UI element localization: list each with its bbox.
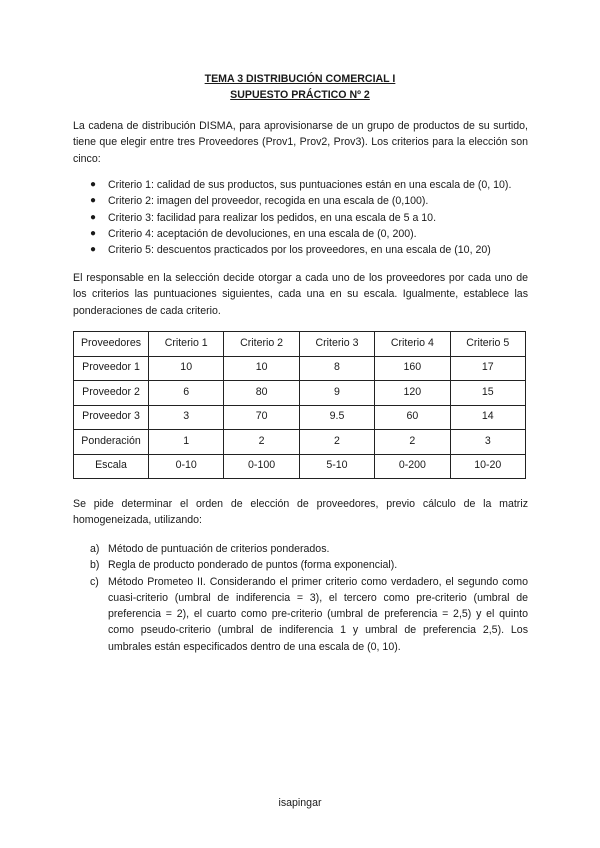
table-cell: 80 (224, 381, 299, 406)
task-marker: a) (90, 543, 100, 555)
title-line-1: TEMA 3 DISTRIBUCIÓN COMERCIAL I (204, 73, 396, 85)
criteria-item (90, 226, 530, 242)
responsible-paragraph: El responsable en la selección decide otorgar a cada uno de los proveedores por cada uno de los criterios las puntuaciones siguientes, cada una en su escala. Igualmente, establece las ponderaciones de cada criterio. (73, 272, 528, 317)
table-header-row (74, 332, 526, 357)
task-text: Método Prometeo II. Considerando el primer criterio como verdadero, el segundo como cuasi-criterio (umbral de indiferencia = 3), el tercero como pre-criterio (umbral de preferencia = 2), el cuarto como pre-criterio (umbral de preferencia = 2,5) y el quinto como pseudo-criterio (umbral de indiferencia 1 y umbral de preferencia 2,5). Los umbrales están especificados dentro de una escala de (0, 10). (108, 575, 528, 653)
table-header-cell: Criterio 4 (375, 332, 450, 357)
bullet-icon: ● (90, 211, 97, 223)
table-cell: 10 (224, 356, 299, 381)
table-cell: 14 (450, 405, 525, 430)
criteria-text: Criterio 1: calidad de sus productos, sus puntuaciones están en una escala de (0, 10). (108, 179, 512, 191)
table-row (74, 356, 526, 381)
task-marker: b) (90, 559, 100, 572)
table-cell: 0-100 (224, 454, 299, 479)
document-title (0, 71, 600, 103)
task-text: Regla de producto ponderado de puntos (forma exponencial). (108, 559, 398, 572)
task-item (90, 574, 528, 655)
table-cell: 2 (224, 430, 299, 455)
criteria-item (90, 210, 530, 226)
task-text: Método de puntuación de criterios ponderados. (108, 543, 330, 555)
table-cell: 0-10 (149, 454, 224, 479)
table-cell: 9 (299, 381, 374, 406)
bullet-icon: ● (90, 179, 97, 190)
task-item (90, 557, 528, 573)
table-header-cell: Criterio 5 (450, 332, 525, 357)
scores-table (73, 331, 526, 479)
table-cell: 15 (450, 381, 525, 406)
table-cell: 60 (375, 405, 450, 430)
table-cell: Ponderación (74, 430, 149, 455)
table-cell: 70 (224, 405, 299, 430)
criteria-item (90, 242, 530, 258)
table-cell: 9.5 (299, 405, 374, 430)
criteria-text: Criterio 2: imagen del proveedor, recogida en una escala de (0,100). (108, 195, 429, 208)
table-cell: Proveedor 2 (74, 381, 149, 406)
table-cell: 1 (149, 430, 224, 455)
table-row (74, 430, 526, 455)
table-cell: 0-200 (375, 454, 450, 479)
criteria-text: Criterio 3: facilidad para realizar los pedidos, en una escala de 5 a 10. (108, 211, 437, 224)
table-cell: Proveedor 3 (74, 405, 149, 430)
criteria-item (90, 193, 530, 209)
table-row (74, 454, 526, 479)
table-header-cell: Proveedores (74, 332, 149, 357)
bullet-icon: ● (90, 244, 97, 256)
table-row (74, 381, 526, 406)
table-cell: 3 (450, 430, 525, 455)
table-cell: 2 (299, 430, 374, 455)
bullet-icon: ● (90, 195, 97, 207)
table-cell: 5-10 (299, 454, 374, 479)
table-cell: 2 (375, 430, 450, 455)
table-cell: 10-20 (450, 454, 525, 479)
criteria-item (90, 177, 530, 193)
tasks-list (90, 541, 528, 655)
table-cell: 160 (375, 356, 450, 381)
criteria-text: Criterio 4: aceptación de devoluciones, en una escala de (0, 200). (108, 227, 417, 240)
table-cell: 6 (149, 381, 224, 406)
criteria-list (90, 177, 530, 258)
task-item (90, 541, 528, 557)
table-row (74, 405, 526, 430)
intro-paragraph: La cadena de distribución DISMA, para aprovisionarse de un grupo de productos de su surtido, tiene que elegir entre tres Proveedores (Prov1, Prov2, Prov3). Los criterios para la elección son cinco: (73, 120, 528, 165)
table-cell: 120 (375, 381, 450, 406)
table-cell: Proveedor 1 (74, 356, 149, 381)
bullet-icon: ● (90, 227, 97, 239)
table-cell: 10 (149, 356, 224, 381)
table-header-cell: Criterio 3 (299, 332, 374, 357)
table-cell: Escala (74, 454, 149, 479)
task-marker: c) (90, 575, 99, 588)
table-cell: 17 (450, 356, 525, 381)
title-line-2: SUPUESTO PRÁCTICO Nº 2 (230, 89, 370, 101)
page-footer: isapingar (278, 797, 322, 809)
criteria-text: Criterio 5: descuentos practicados por los proveedores, en una escala de (10, 20) (108, 244, 491, 257)
table-cell: 8 (299, 356, 374, 381)
question-paragraph: Se pide determinar el orden de elección de proveedores, previo cálculo de la matriz homogeneizada, utilizando: (73, 498, 528, 527)
table-cell: 3 (149, 405, 224, 430)
table-header-cell: Criterio 2 (224, 332, 299, 357)
table-header-cell: Criterio 1 (149, 332, 224, 357)
